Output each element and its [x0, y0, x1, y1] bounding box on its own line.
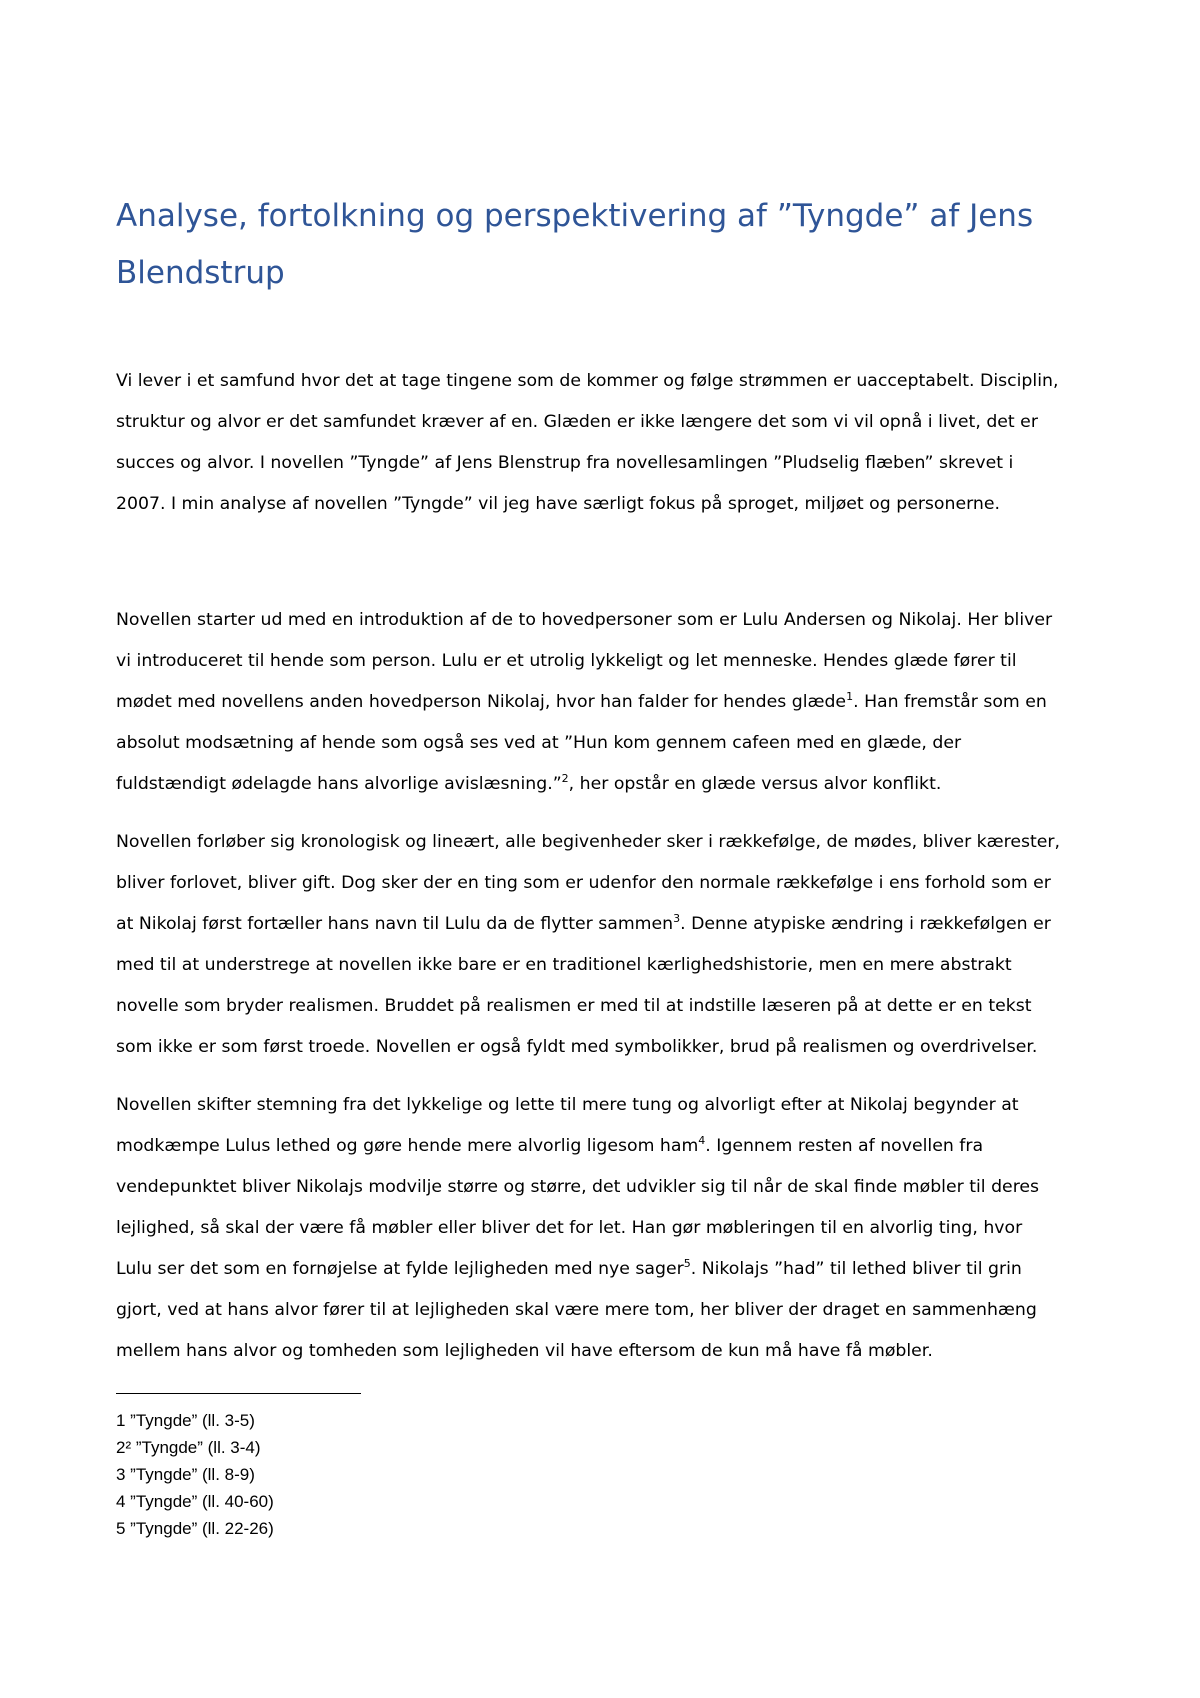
footnote-item: 4 ”Tyngde” (ll. 40-60) [116, 1492, 274, 1511]
paragraph-text: at Nikolaj først fortæller hans navn til Lulu da de flytter sammen [116, 914, 674, 934]
paragraph-line: 2007. I min analyse af novellen ”Tyngde” vil jeg have særligt fokus på sproget, miljøet og personerne. [116, 494, 1000, 514]
paragraph-line: bliver forlovet, bliver gift. Dog sker der en ting som er udenfor den normale rækkefølge i ens forhold som er [116, 873, 1051, 893]
paragraph-line: Novellen starter ud med en introduktion af de to hovedpersoner som er Lulu Andersen og Nikolaj. Her bliver [116, 610, 1053, 630]
paragraph-text: fuldstændigt ødelagde hans alvorlige avislæsning.” [116, 774, 562, 794]
document-title: Analyse, fortolkning og perspektivering af ”Tyngde” af Jens Blendstrup [116, 198, 1034, 291]
paragraph-intro [116, 361, 1106, 525]
paragraph-text: . Nikolajs ”had” til lethed bliver til grin [690, 1259, 1022, 1279]
paragraph-text: . Han fremstår som en [853, 692, 1047, 712]
paragraph-line: Novellen skifter stemning fra det lykkelige og lette til mere tung og alvorligt efter at Nikolaj begynder at [116, 1095, 1019, 1115]
footnote-reference[interactable]: 1 [846, 690, 854, 704]
footnote-item: 1 ”Tyngde” (ll. 3-5) [116, 1411, 255, 1430]
paragraph-line [116, 1126, 1106, 1167]
paragraph-text: Lulu ser det som en fornøjelse at fylde lejligheden med nye sager [116, 1259, 684, 1279]
paragraph-line: som ikke er som først troede. Novellen er også fyldt med symbolikker, brud på realismen og overdrivelser. [116, 1037, 1038, 1057]
paragraph-line: lejlighed, så skal der være få møbler eller bliver det for let. Han gør møbleringen til en alvorlig ting, hvor [116, 1218, 1023, 1238]
paragraph-text: , her opstår en glæde versus alvor konflikt. [568, 774, 942, 794]
paragraph-text: modkæmpe Lulus lethed og gøre hende mere alvorlig ligesom ham [116, 1136, 699, 1156]
paragraph-text: mødet med novellens anden hovedperson Nikolaj, hvor han falder for hendes glæde [116, 692, 847, 712]
paragraph-text: . Igennem resten af novellen fra [705, 1136, 984, 1156]
footnote-reference[interactable]: 2 [561, 772, 569, 786]
footnote-item: 3 ”Tyngde” (ll. 8-9) [116, 1465, 255, 1484]
footnote-reference[interactable]: 5 [683, 1257, 691, 1271]
footnote-item: 5 ”Tyngde” (ll. 22-26) [116, 1519, 274, 1538]
paragraph-line: vendepunktet bliver Nikolajs modvilje større og større, det udvikler sig til når de skal finde møbler til deres [116, 1177, 1040, 1197]
paragraph-line: succes og alvor. I novellen ”Tyngde” af Jens Blenstrup fra novellesamlingen ”Pludselig flæben” skrevet i [116, 453, 1014, 473]
footnotes [116, 1407, 716, 1542]
paragraph-line: Novellen forløber sig kronologisk og lineært, alle begivenheder sker i rækkefølge, de mødes, bliver kærester, [116, 832, 1061, 852]
paragraph-line: novelle som bryder realismen. Bruddet på realismen er med til at indstille læseren på at dette er en tekst [116, 996, 1032, 1016]
paragraph-introduction-characters [116, 600, 1106, 805]
paragraph-chronology [116, 822, 1106, 1068]
paragraph-line: gjort, ved at hans alvor fører til at lejligheden skal være mere tom, her bliver der draget en sammenhæng [116, 1300, 1037, 1320]
footnote-reference[interactable]: 3 [673, 912, 681, 926]
paragraph-line [116, 764, 1106, 805]
paragraph-line [116, 1249, 1106, 1290]
paragraph-line [116, 682, 1106, 723]
paragraph-line: med til at understrege at novellen ikke bare er en traditionel kærlighedshistorie, men en mere abstrakt [116, 955, 1012, 975]
paragraph-line: absolut modsætning af hende som også ses ved at ”Hun kom gennem cafeen med en glæde, der [116, 733, 962, 753]
paragraph-line: Vi lever i et samfund hvor det at tage tingene som de kommer og følge strømmen er uacceptabelt. Disciplin, [116, 371, 1059, 391]
paragraph-text: . Denne atypiske ændring i rækkefølgen er [680, 914, 1051, 934]
footnote-separator [116, 1393, 361, 1394]
paragraph-line [116, 904, 1106, 945]
paragraph-mood-shift [116, 1085, 1106, 1372]
paragraph-line: struktur og alvor er det samfundet kræver af en. Glæden er ikke længere det som vi vil opnå i livet, det er [116, 412, 1038, 432]
footnote-reference[interactable]: 4 [698, 1134, 706, 1148]
paragraph-line: vi introduceret til hende som person. Lulu er et utrolig lykkeligt og let menneske. Hendes glæde fører til [116, 651, 1017, 671]
paragraph-line: mellem hans alvor og tomheden som lejligheden vil have eftersom de kun må have få møbler. [116, 1341, 933, 1361]
footnote-item: 2² ”Tyngde” (ll. 3-4) [116, 1438, 261, 1457]
